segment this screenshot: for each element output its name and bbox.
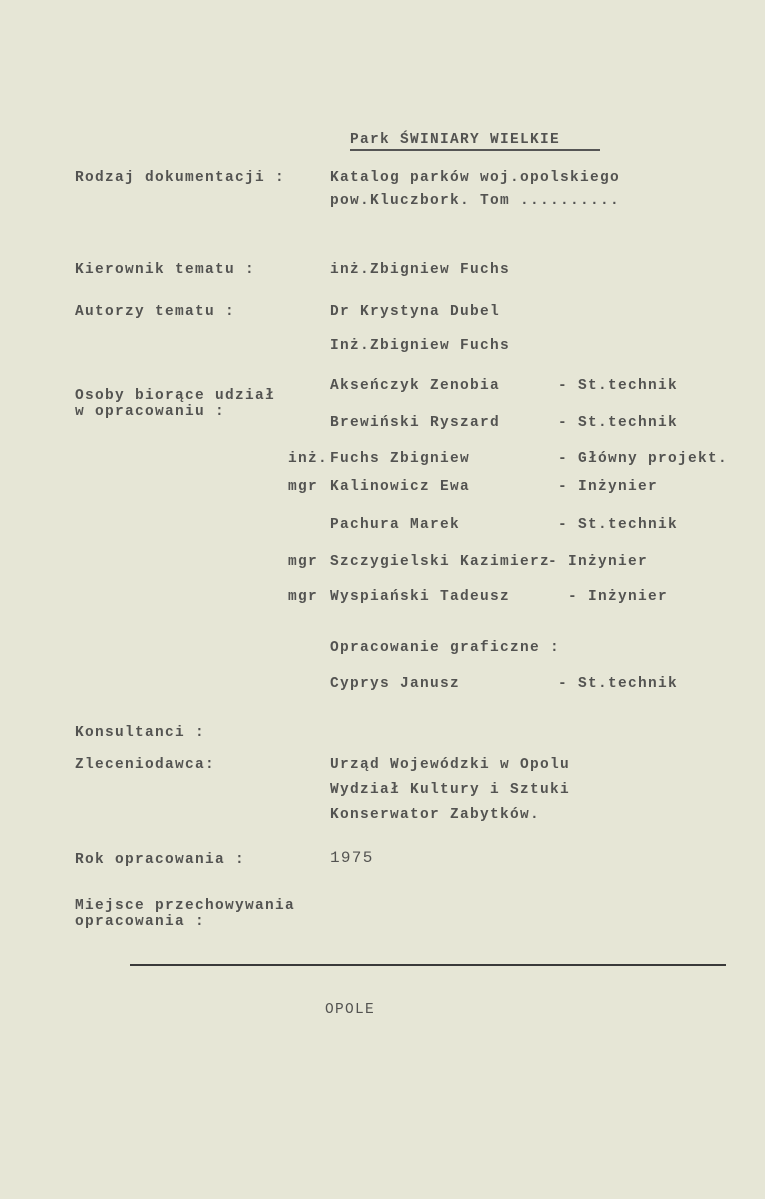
participant-prefix: mgr [288,479,319,495]
participant-role: - Inżynier [568,589,669,605]
graphics-role: - St.technik [558,676,679,692]
authors-label: Autorzy tematu : [75,304,236,320]
consultants-label: Konsultanci : [75,725,206,741]
horizontal-rule [130,964,726,966]
year-value: 1975 [330,849,374,867]
participant-role: - St.technik [558,517,679,533]
client-label: Zleceniodawca: [75,757,216,773]
participant-role: - Główny projekt. [558,451,729,467]
client-line: Wydział Kultury i Sztuki [330,782,571,798]
year-label: Rok opracowania : [75,852,246,868]
doc-type-line1: Katalog parków woj.opolskiego [330,170,621,186]
participant-name: Wyspiański Tadeusz [330,589,511,605]
participant-role: - St.technik [558,378,679,394]
author: Dr Krystyna Dubel [330,304,501,320]
graphics-label: Opracowanie graficzne : [330,640,561,656]
title-underline [350,149,600,151]
participant-name: Akseńczyk Zenobia [330,378,501,394]
participant-name: Kalinowicz Ewa [330,479,471,495]
client-line: Konserwator Zabytków. [330,807,541,823]
document-title: Park ŚWINIARY WIELKIE [350,132,561,148]
doc-type-label: Rodzaj dokumentacji : [75,170,286,186]
participants-label: Osoby biorące udział [75,388,276,404]
participant-role: - St.technik [558,415,679,431]
participant-name: Pachura Marek [330,517,461,533]
graphics-name: Cyprys Janusz [330,676,461,692]
participant-prefix: mgr [288,589,319,605]
footer-city: OPOLE [325,1002,376,1018]
participant-name: Fuchs Zbigniew [330,451,471,467]
manager-value: inż.Zbigniew Fuchs [330,262,511,278]
author: Inż.Zbigniew Fuchs [330,338,511,354]
participant-role: - Inżynier [558,479,659,495]
participant-role: - Inżynier [548,554,649,570]
manager-label: Kierownik tematu : [75,262,256,278]
participant-name: Brewiński Ryszard [330,415,501,431]
doc-type-line2: pow.Kluczbork. Tom .......... [330,193,621,209]
participant-prefix: inż. [288,451,329,467]
participants-label: w opracowaniu : [75,404,226,420]
participant-name: Szczygielski Kazimierz [330,554,551,570]
client-line: Urząd Wojewódzki w Opolu [330,757,571,773]
storage-label: Miejsce przechowywania [75,898,296,914]
storage-label: opracowania : [75,914,206,930]
participant-prefix: mgr [288,554,319,570]
